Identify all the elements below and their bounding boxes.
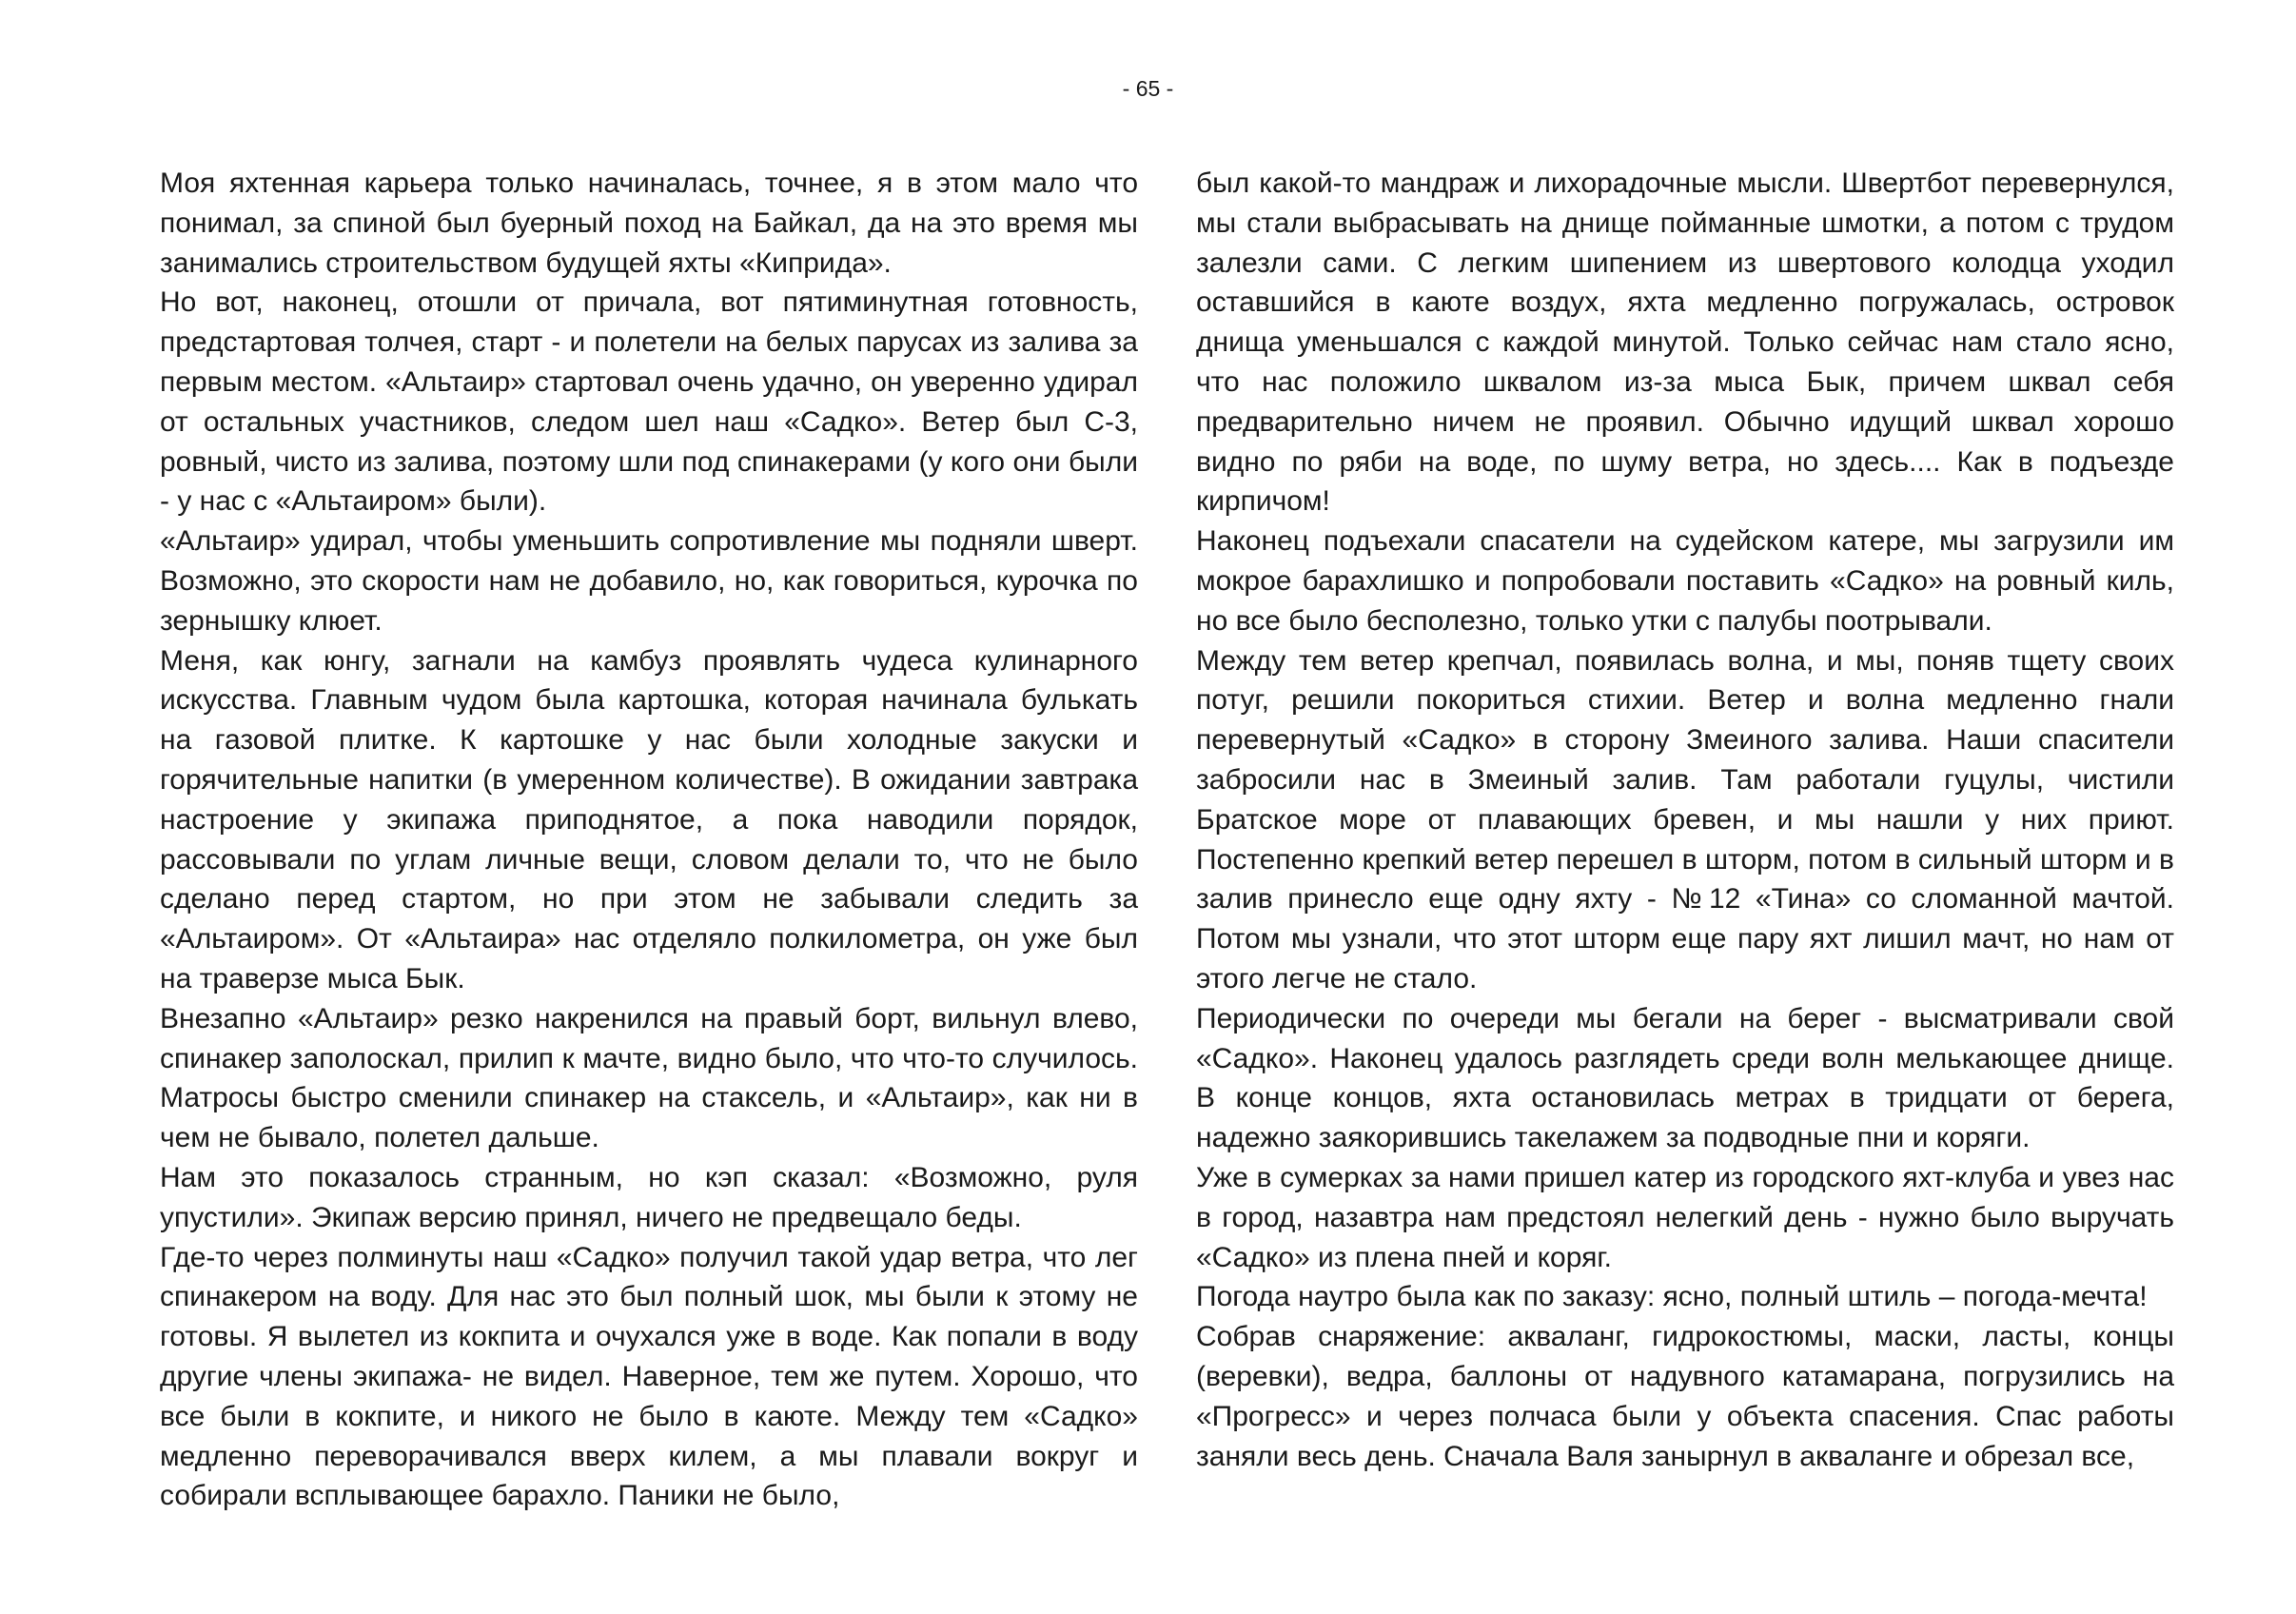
paragraph: Но вот, наконец, отошли от причала, вот пятиминутная готовность, предстартовая толчея, старт - и полетели на белых парусах из залива за первым местом. «Альтаир» стартовал очень удачно, он уверенно удирал от остальных участников, следом шел наш «Садко». Ветер был С-3, ровный, чисто из залива, поэтому шли под спинакерами (у кого они были - у нас с «Альтаиром» были). bbox=[160, 286, 1138, 518]
paragraph: Погода наутро была как по заказу: ясно, полный штиль – погода-мечта! bbox=[1196, 1281, 2148, 1313]
left-column bbox=[160, 164, 1138, 1516]
page-number: - 65 - bbox=[1122, 76, 1174, 101]
paragraph: Уже в сумерках за нами пришел катер из городского яхт-клуба и увез нас в город, назавтра нам предстоял нелегкий день - нужно было выручать «Садко» из плена пней и коряг. bbox=[1196, 1161, 2174, 1273]
paragraph: Собрав снаряжение: акваланг, гидрокостюмы, маски, ласты, концы (веревки), ведра, баллоны от надувного катамарана, погрузились на «Прогресс» и через полчаса были у объекта спасения. Спас работы заняли весь день. Сначала Валя занырнул в акваланге и обрезал все, bbox=[1196, 1321, 2174, 1472]
paragraph: Внезапно «Альтаир» резко накренился на правый борт, вильнул влево, спинакер заполоскал, прилип к мачте, видно было, что что-то случилось. Матросы быстро сменили спинакер на стаксель, и «Альтаир», как ни в чем не бывало, полетел дальше. bbox=[160, 1002, 1138, 1154]
paragraph: Между тем ветер крепчал, появилась волна, и мы, поняв тщету своих потуг, решили покориться стихии. Ветер и волна медленно гнали перевернутый «Садко» в сторону Змеиного залива. Наши спасители забросили нас в Змеиный залив. Там работали гуцулы, чистили Братское море от плавающих бревен, и мы нашли у них приют. Постепенно крепкий ветер перешел в шторм, потом в сильный шторм и в залив принесло еще одну яхту - №12 «Тина» со сломанной мачтой. Потом мы узнали, что этот шторм еще пару яхт лишил мачт, но нам от этого легче не стало. bbox=[1196, 644, 2174, 994]
paragraph: Моя яхтенная карьера только начиналась, точнее, я в этом мало что понимал, за спиной был буерный поход на Байкал, да на это время мы занимались строительством будущей яхты «Киприда». bbox=[160, 167, 1138, 279]
right-column bbox=[1196, 164, 2174, 1476]
paragraph: Периодически по очереди мы бегали на берег - высматривали свой «Садко». Наконец удалось разглядеть среди волн мелькающее днище. В конце концов, яхта остановилась метрах в тридцати от берега, надежно заякорившись такелажем за подводные пни и коряги. bbox=[1196, 1002, 2174, 1154]
paragraph: «Альтаир» удирал, чтобы уменьшить сопротивление мы подняли шверт. Возможно, это скорости нам не добавило, но, как говориться, курочка по зернышку клюет. bbox=[160, 525, 1138, 637]
paragraph: Где-то через полминуты наш «Садко» получил такой удар ветра, что лег спинакером на воду. Для нас это был полный шок, мы были к этому не готовы. Я вылетел из кокпита и очухался уже в воде. Как попали в воду другие члены экипажа- не видел. Наверное, тем же путем. Хорошо, что все были в кокпите, и никого не было в каюте. Между тем «Садко» медленно переворачивался вверх килем, а мы плавали вокруг и собирали всплывающее барахло. Паники не было, bbox=[160, 1241, 1138, 1512]
paragraph: Наконец подъехали спасатели на судейском катере, мы загрузили им мокрое барахлишко и попробовали поставить «Садко» на ровный киль, но все было бесполезно, только утки с палубы поотрывали. bbox=[1196, 525, 2174, 637]
paragraph: Меня, как юнгу, загнали на камбуз проявлять чудеса кулинарного искусства. Главным чудом была картошка, которая начинала булькать на газовой плитке. К картошке у нас были холодные закуски и горячительные напитки (в умеренном количестве). В ожидании завтрака настроение у экипажа приподнятое, а пока наводили порядок, рассовывали по углам личные вещи, словом делали то, что не было сделано перед стартом, но при этом не забывали следить за «Альтаиром». От «Альтаира» нас отделяло полкилометра, он уже был на траверзе мыса Бык. bbox=[160, 644, 1138, 994]
paragraph: был какой-то мандраж и лихорадочные мысли. Швертбот перевернулся, мы стали выбрасывать на днище пойманные шмотки, а потом с трудом залезли сами. С легким шипением из швертового колодца уходил оставшийся в каюте воздух, яхта медленно погружалась, островок днища уменьшался с каждой минутой. Только сейчас нам стало ясно, что нас положило шквалом из-за мыса Бык, причем шквал себя предварительно ничем не проявил. Обычно идущий шквал хорошо видно по ряби на воде, по шуму ветра, но здесь.... Как в подъезде кирпичом! bbox=[1196, 167, 2174, 518]
paragraph: Нам это показалось странным, но кэп сказал: «Возможно, руля упустили». Экипаж версию принял, ничего не предвещало беды. bbox=[160, 1161, 1138, 1233]
